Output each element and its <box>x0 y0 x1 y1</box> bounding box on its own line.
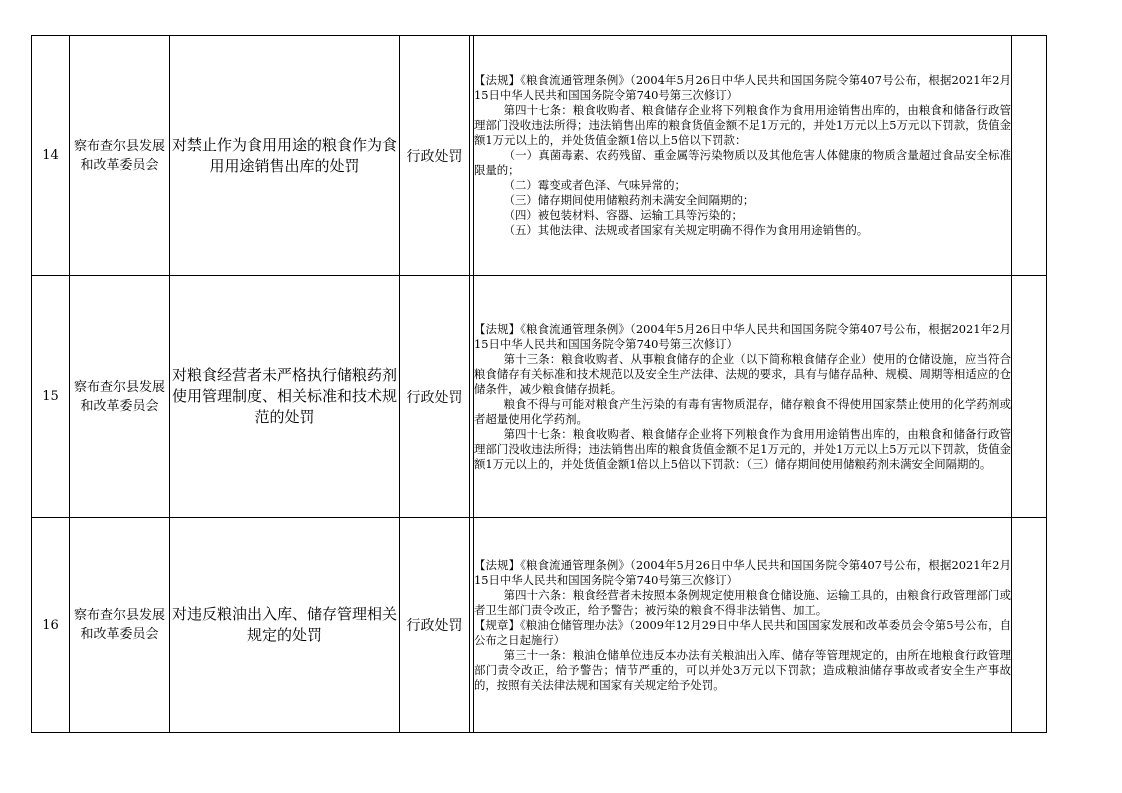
basis-paragraph: （一）真菌毒素、农药残留、重金属等污染物质以及其他危害人体健康的物质含量超过食品安全标准限量的； <box>474 148 1011 177</box>
item-type-cell: 行政处罚 <box>400 518 470 733</box>
department-cell: 察布查尔县发展和改革委员会 <box>70 518 170 733</box>
penalty-table <box>31 35 1047 733</box>
item-type-cell: 行政处罚 <box>400 276 470 518</box>
basis-paragraph: 第四十七条：粮食收购者、粮食储存企业将下列粮食作为食用用途销售出库的，由粮食和储备行政管理部门没收违法所得；违法销售出库的粮食货值金额不足1万元的，并处1万元以上5万元以下罚款，货值金额1万元以上的，并处货值金额1倍以上5倍以下罚款： <box>474 103 1011 147</box>
row-number: 16 <box>32 518 70 733</box>
table-row <box>32 36 1047 276</box>
department-cell: 察布查尔县发展和改革委员会 <box>70 276 170 518</box>
basis-paragraph: 第三十一条：粮油仓储单位违反本办法有关粮油出入库、储存等管理规定的，由所在地粮食行政管理部门责令改正，给予警告；情节严重的，可以并处3万元以下罚款；造成粮油储存事故或者安全生产事故的，按照有关法律法规和国家有关规定给予处罚。 <box>474 647 1011 692</box>
department-cell: 察布查尔县发展和改革委员会 <box>70 36 170 276</box>
table-row <box>32 518 1047 733</box>
row-number: 15 <box>32 276 70 518</box>
basis-paragraph: 第十三条：粮食收购者、从事粮食储存的企业（以下简称粮食储存企业）使用的仓储设施，应当符合粮食储存有关标准和技术规范以及安全生产法律、法规的要求，具有与储存品种、规模、周期等相适应的仓储条件，减少粮食储存损耗。 <box>474 351 1011 396</box>
basis-paragraph: （四）被包装材料、容器、运输工具等污染的； <box>503 208 743 222</box>
basis-paragraph: （五）其他法律、法规或者国家有关规定明确不得作为食用用途销售的。 <box>503 223 869 237</box>
basis-paragraph: 粮食不得与可能对粮食产生污染的有毒有害物质混存，储存粮食不得使用国家禁止使用的化学药剂或者超量使用化学药剂。 <box>474 396 1011 426</box>
row-number: 14 <box>32 36 70 276</box>
basis-paragraph: （二）霉变或者色泽、气味异常的； <box>503 178 686 192</box>
basis-paragraph: 【法规】《粮食流通管理条例》（2004年5月26日中华人民共和国国务院令第407号公布，根据2021年2月15日中华人民共和国国务院令第740号第三次修订） <box>474 73 1011 102</box>
basis-paragraph: 第四十七条：粮食收购者、粮食储存企业将下列粮食作为食用用途销售出库的，由粮食和储备行政管理部门没收违法所得；违法销售出库的粮食货值金额不足1万元的，并处1万元以上5万元以下罚款，货值金额1万元以上的，并处货值金额1倍以上5倍以下罚款：（三）储存期间使用储粮药剂未满安全间隔期的。 <box>474 426 1011 471</box>
remarks-cell <box>1012 36 1047 276</box>
item-name-cell: 对禁止作为食用用途的粮食作为食用用途销售出库的处罚 <box>170 36 400 276</box>
basis-paragraph: 【规章】《粮油仓储管理办法》（2009年12月29日中华人民共和国国家发展和改革委员会令第5号公布，自公布之日起施行） <box>474 617 1011 647</box>
legal-basis-cell <box>474 518 1012 733</box>
remarks-cell <box>1012 276 1047 518</box>
basis-paragraph: 【法规】《粮食流通管理条例》（2004年5月26日中华人民共和国国务院令第407号公布，根据2021年2月15日中华人民共和国国务院令第740号第三次修订） <box>474 557 1011 587</box>
table-row <box>32 276 1047 518</box>
legal-basis-cell <box>474 36 1012 276</box>
basis-paragraph: 第四十六条：粮食经营者未按照本条例规定使用粮食仓储设施、运输工具的，由粮食行政管理部门或者卫生部门责令改正，给予警告；被污染的粮食不得非法销售、加工。 <box>474 587 1011 617</box>
item-name-cell: 对违反粮油出入库、储存管理相关规定的处罚 <box>170 518 400 733</box>
legal-basis-cell <box>474 276 1012 518</box>
remarks-cell <box>1012 518 1047 733</box>
item-name-cell: 对粮食经营者未严格执行储粮药剂使用管理制度、相关标准和技术规范的处罚 <box>170 276 400 518</box>
basis-paragraph: 【法规】《粮食流通管理条例》（2004年5月26日中华人民共和国国务院令第407号公布，根据2021年2月15日中华人民共和国国务院令第740号第三次修订） <box>474 321 1011 351</box>
basis-paragraph: （三）储存期间使用储粮药剂未满安全间隔期的； <box>503 193 755 207</box>
item-type-cell: 行政处罚 <box>400 36 470 276</box>
